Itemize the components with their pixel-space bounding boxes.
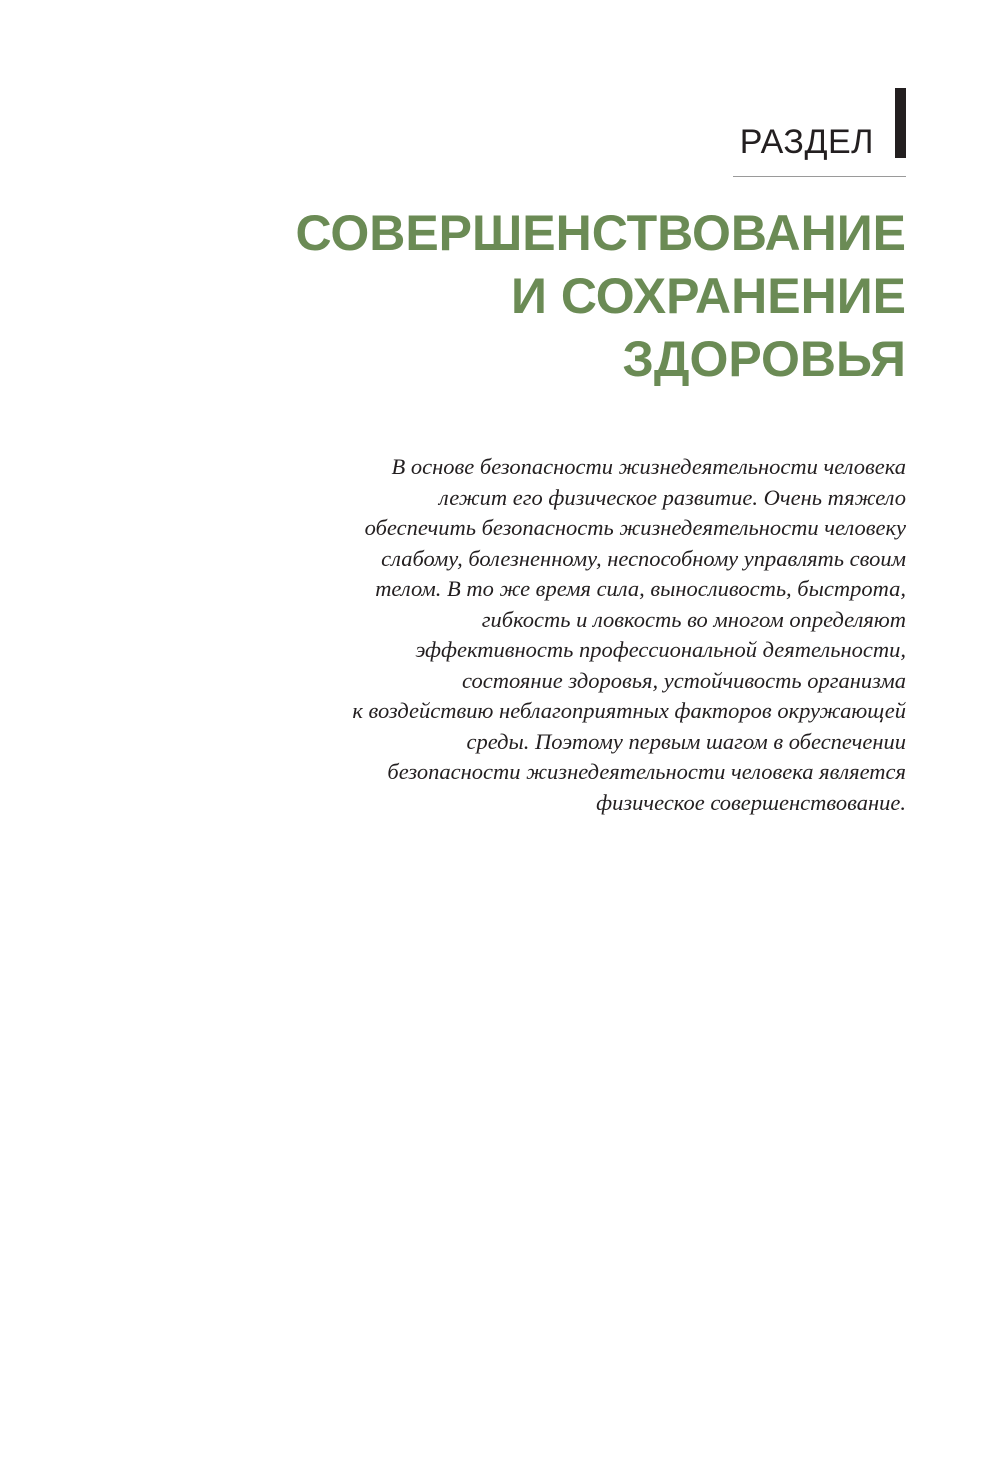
- epigraph-line: слабому, болезненному, неспособному управлять своим: [381, 545, 906, 571]
- epigraph-line: физическое совершенствование.: [596, 789, 906, 815]
- section-title-line: СОВЕРШЕНСТВОВАНИЕ: [295, 205, 906, 261]
- section-title-line: И СОХРАНЕНИЕ: [511, 268, 906, 324]
- section-header: [732, 88, 906, 178]
- section-label: РАЗДЕЛ: [739, 123, 874, 161]
- epigraph-line: эффективность профессиональной деятельности,: [415, 637, 906, 662]
- section-title: [266, 202, 906, 391]
- epigraph-line: к воздействию неблагоприятных факторов окружающей: [352, 698, 906, 723]
- epigraph-line: состояние здоровья, устойчивость организма: [462, 667, 906, 693]
- epigraph-line: телом. В то же время сила, выносливость, быстрота,: [375, 576, 906, 601]
- section-title-line: ЗДОРОВЬЯ: [622, 331, 906, 387]
- epigraph-line: В основе безопасности жизнедеятельности человека: [391, 454, 906, 479]
- epigraph-line: гибкость и ловкость во многом определяют: [481, 606, 906, 632]
- section-epigraph: [246, 452, 906, 818]
- section-divider: [733, 176, 906, 177]
- section-number-roman-one: [895, 88, 906, 158]
- epigraph-line: среды. Поэтому первым шагом в обеспечении: [466, 728, 906, 754]
- epigraph-line: обеспечить безопасность жизнедеятельности человеку: [364, 515, 906, 540]
- epigraph-line: безопасности жизнедеятельности человека является: [387, 759, 906, 784]
- epigraph-line: лежит его физическое развитие. Очень тяжело: [438, 484, 906, 510]
